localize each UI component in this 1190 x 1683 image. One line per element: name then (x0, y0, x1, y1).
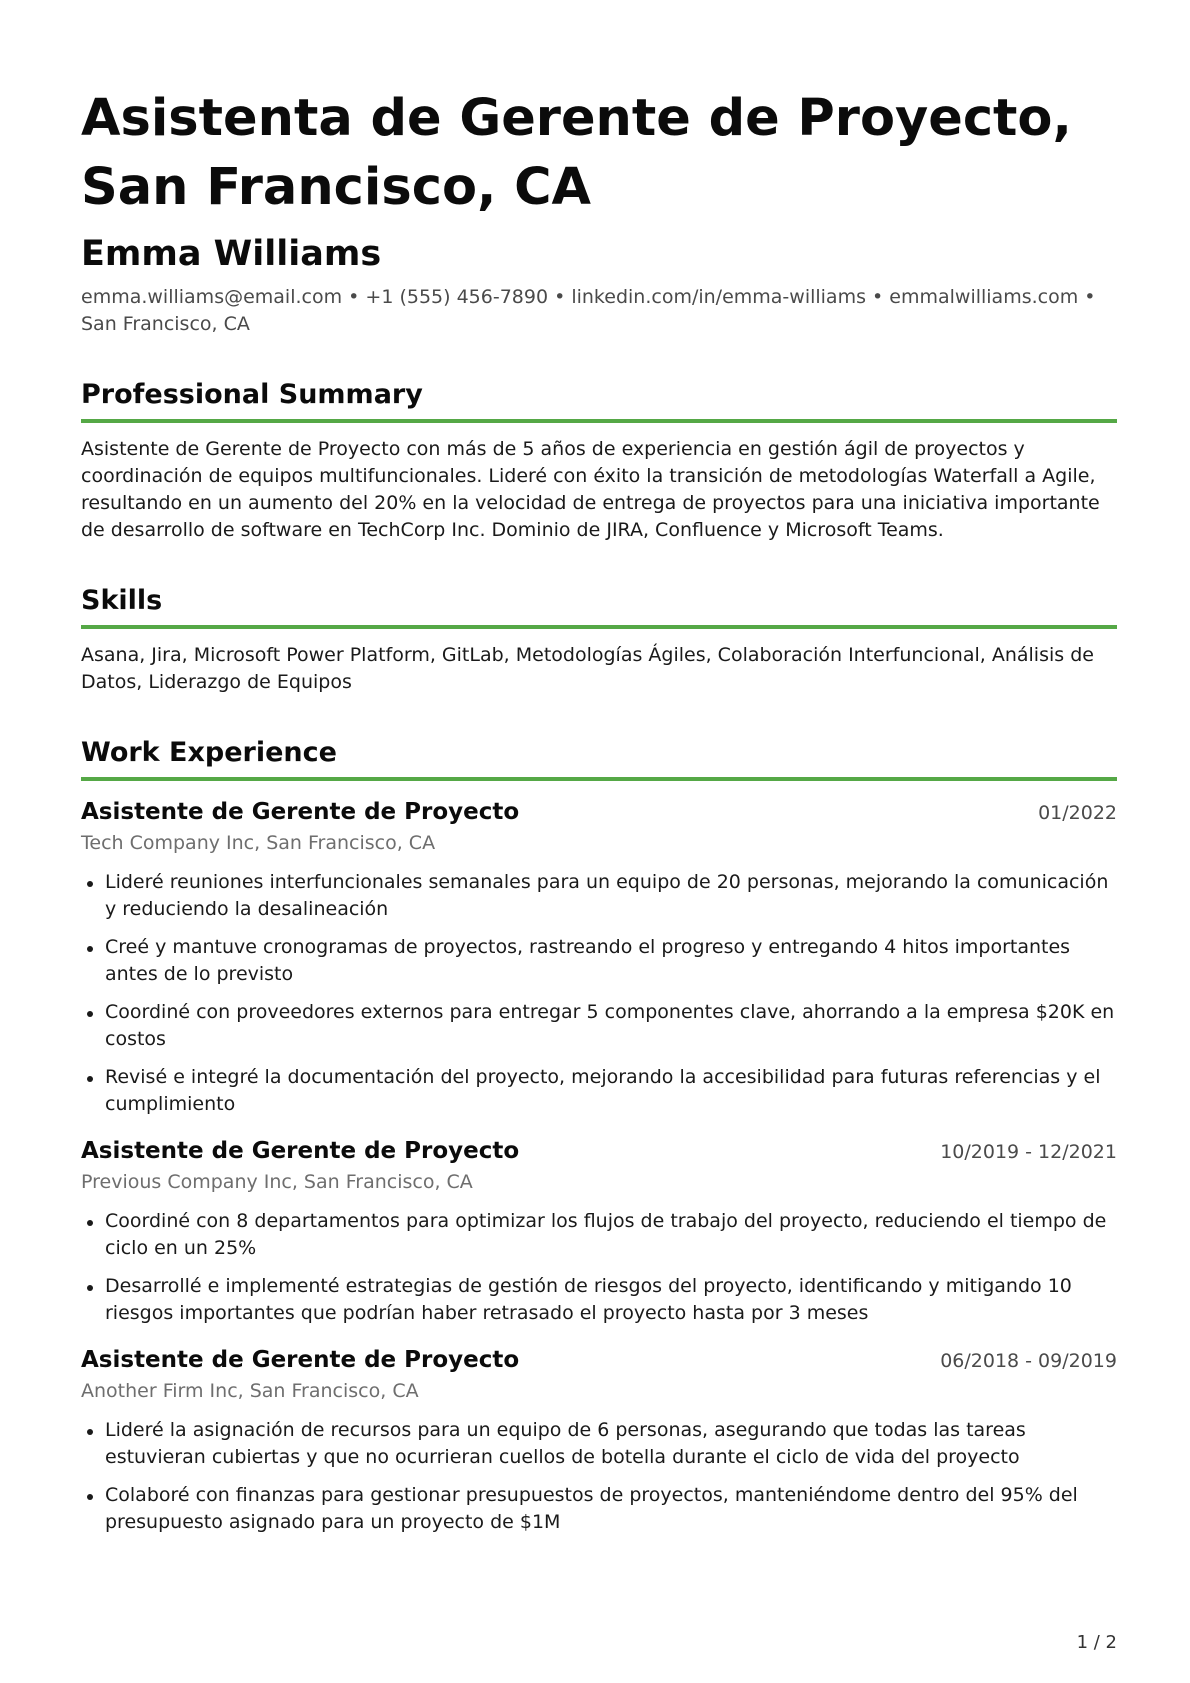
bullet-item (81, 934, 1117, 988)
job-entry (81, 1345, 1117, 1536)
bullet-text: Lideré reuniones interfuncionales semanales para un equipo de 20 personas, mejorando la comunicación y reduciendo la desalineación (105, 871, 1109, 920)
job-company: Tech Company Inc, San Francisco, CA (81, 832, 436, 854)
job-header (81, 1345, 1117, 1375)
bullet-text: Lideré la asignación de recursos para un equipo de 6 personas, asegurando que todas las tareas estuvieran cubiertas y que no ocurrieran cuellos de botella durante el ciclo de vida del proyecto (105, 1419, 1026, 1468)
bullet-item (81, 1273, 1117, 1327)
bullet-item (81, 1064, 1117, 1118)
job-bullets (81, 869, 1117, 1118)
page-number: 1 / 2 (1076, 1632, 1117, 1653)
skills-text: Asana, Jira, Microsoft Power Platform, GitLab, Metodologías Ágiles, Colaboración Interfuncional, Análisis de Datos, Liderazgo de Equipos (81, 644, 1094, 693)
job-title: Asistente de Gerente de Proyecto (81, 1347, 520, 1373)
experience-heading: Work Experience (81, 735, 1117, 781)
bullet-item (81, 1417, 1117, 1471)
job-header (81, 1136, 1117, 1166)
bullet-dot-icon (87, 1220, 93, 1226)
job-title: Asistente de Gerente de Proyecto (81, 799, 520, 825)
job-title: Asistente de Gerente de Proyecto (81, 1138, 520, 1164)
job-date: 10/2019 - 12/2021 (940, 1141, 1117, 1163)
bullet-dot-icon (87, 1011, 93, 1017)
resume-page (81, 84, 1117, 1547)
summary-heading: Professional Summary (81, 377, 1117, 423)
bullet-text: Desarrollé e implementé estrategias de gestión de riesgos del proyecto, identificando y mitigando 10 riesgos importantes que podrían haber retrasado el proyecto hasta por 3 meses (105, 1275, 1072, 1324)
bullet-dot-icon (87, 1494, 93, 1500)
bullet-item (81, 999, 1117, 1053)
bullet-dot-icon (87, 881, 93, 887)
bullet-text: Coordiné con proveedores externos para entregar 5 componentes clave, ahorrando a la empresa $20K en costos (105, 1001, 1115, 1050)
job-company: Previous Company Inc, San Francisco, CA (81, 1171, 473, 1193)
bullet-item (81, 869, 1117, 923)
bullet-text: Revisé e integré la documentación del proyecto, mejorando la accesibilidad para futuras referencias y el cumplimiento (105, 1066, 1101, 1115)
bullet-dot-icon (87, 1076, 93, 1082)
bullet-item (81, 1482, 1117, 1536)
bullet-dot-icon (87, 1429, 93, 1435)
bullet-dot-icon (87, 1285, 93, 1291)
bullet-text: Coordiné con 8 departamentos para optimizar los flujos de trabajo del proyecto, reduciendo el tiempo de ciclo en un 25% (105, 1210, 1107, 1259)
job-company: Another Firm Inc, San Francisco, CA (81, 1380, 419, 1402)
document-title: Asistenta de Gerente de Proyecto, San Francisco, CA (81, 89, 1072, 217)
job-header (81, 797, 1117, 827)
bullet-text: Colaboré con finanzas para gestionar presupuestos de proyectos, manteniéndome dentro del 95% del presupuesto asignado para un proyecto de $1M (105, 1484, 1078, 1533)
summary-text: Asistente de Gerente de Proyecto con más de 5 años de experiencia en gestión ágil de proyectos y coordinación de equipos multifuncionales. Lideré con éxito la transición de metodologías Waterfall a Agile, resultando en un aumento del 20% en la velocidad de entrega de proyectos para una iniciativa importante de desarrollo de software en TechCorp Inc. Dominio de JIRA, Confluence y Microsoft Teams. (81, 438, 1100, 541)
contact-line: emma.williams@email.com • +1 (555) 456-7890 • linkedin.com/in/emma-williams • emmalwilliams.com • San Francisco, CA (81, 286, 1096, 335)
bullet-dot-icon (87, 946, 93, 952)
summary-section (81, 377, 1117, 544)
experience-section (81, 735, 1117, 1536)
candidate-name: Emma Williams (81, 234, 382, 274)
bullet-text: Creé y mantuve cronogramas de proyectos, rastreando el progreso y entregando 4 hitos importantes antes de lo previsto (105, 936, 1071, 985)
job-bullets (81, 1208, 1117, 1327)
bullet-item (81, 1208, 1117, 1262)
job-date: 01/2022 (1038, 802, 1117, 824)
skills-heading: Skills (81, 583, 1117, 629)
job-entry (81, 797, 1117, 1118)
job-bullets (81, 1417, 1117, 1536)
job-entry (81, 1136, 1117, 1327)
skills-section (81, 583, 1117, 696)
job-date: 06/2018 - 09/2019 (940, 1350, 1117, 1372)
